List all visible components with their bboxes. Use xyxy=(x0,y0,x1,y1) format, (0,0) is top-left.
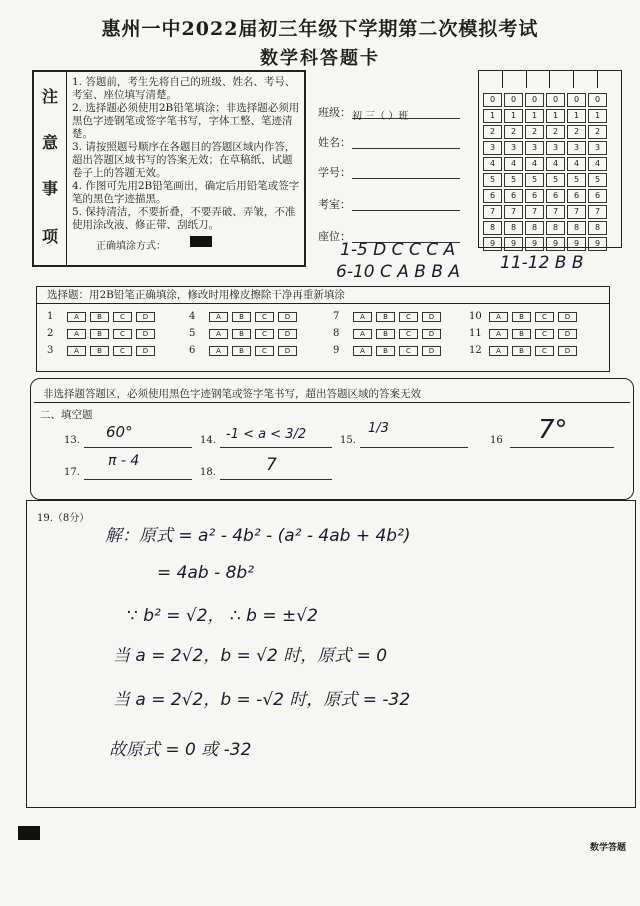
digit-bubble[interactable]: 5 xyxy=(504,173,523,187)
q13-line[interactable] xyxy=(84,447,192,448)
option-bubble[interactable]: B xyxy=(232,312,251,322)
digit-column xyxy=(504,93,523,251)
q15-line[interactable] xyxy=(360,447,468,448)
option-bubble[interactable]: C xyxy=(113,312,132,322)
notice-line-5: 5. 保持清洁，不要折叠，不要弄破、弄皱，不准使用涂改液、修正带、刮纸刀。 xyxy=(72,206,296,231)
digit-bubble[interactable]: 1 xyxy=(525,109,544,123)
option-bubble[interactable]: D xyxy=(422,312,441,322)
choice-question xyxy=(189,345,301,356)
question-number: 7 xyxy=(333,311,340,322)
digit-bubble[interactable]: 1 xyxy=(588,109,607,123)
digit-bubble[interactable]: 2 xyxy=(546,125,565,139)
notice-char-2: 意 xyxy=(42,133,59,152)
option-bubble[interactable]: C xyxy=(255,312,274,322)
choice-question xyxy=(469,311,581,322)
option-bubble[interactable]: C xyxy=(535,346,554,356)
question-number: 4 xyxy=(189,311,196,322)
digit-bubble[interactable]: 8 xyxy=(567,221,586,235)
option-bubble[interactable]: C xyxy=(255,329,274,339)
digit-column xyxy=(546,93,565,251)
digit-bubble[interactable]: 1 xyxy=(483,109,502,123)
notice-line-3: 3. 请按照题号顺序在各题目的答题区域内作答，超出答题区域书写的答案无效；在草稿纸、试题卷子上的答题无效。 xyxy=(72,141,296,179)
digit-bubble[interactable]: 9 xyxy=(588,237,607,251)
question-number: 8 xyxy=(333,328,340,339)
choice-question xyxy=(333,311,445,322)
digit-bubble[interactable]: 8 xyxy=(588,221,607,235)
digit-bubble[interactable]: 1 xyxy=(567,109,586,123)
q19-answer-box[interactable] xyxy=(26,500,636,808)
question-number: 5 xyxy=(189,328,196,339)
digit-bubble[interactable]: 6 xyxy=(546,189,565,203)
option-bubble[interactable]: A xyxy=(209,346,228,356)
option-bubble[interactable]: A xyxy=(489,346,508,356)
option-bubble[interactable]: C xyxy=(113,329,132,339)
student-id-field[interactable] xyxy=(352,164,460,179)
option-bubble[interactable]: C xyxy=(399,329,418,339)
fill-example-swatch xyxy=(190,236,212,247)
digit-bubble[interactable]: 7 xyxy=(504,205,523,219)
digit-bubble[interactable]: 5 xyxy=(525,173,544,187)
digit-bubble[interactable]: 1 xyxy=(546,109,565,123)
notice-line-4: 4. 作图可先用2B铅笔画出，确定后用铅笔或签字笔的黑色字迹描黑。 xyxy=(72,180,300,205)
q16-number: 16 xyxy=(490,435,503,446)
digit-bubble[interactable]: 1 xyxy=(504,109,523,123)
student-id-label: 学号： xyxy=(318,166,351,179)
q16-answer: 7° xyxy=(538,415,568,445)
digit-bubble[interactable]: 2 xyxy=(504,125,523,139)
option-bubble[interactable]: B xyxy=(512,329,531,339)
q18-line[interactable] xyxy=(220,479,332,480)
digit-bubble[interactable]: 9 xyxy=(483,237,502,251)
option-bubble[interactable]: D xyxy=(422,346,441,356)
option-bubble[interactable]: C xyxy=(399,312,418,322)
digit-bubble[interactable]: 3 xyxy=(546,141,565,155)
option-bubble[interactable]: B xyxy=(376,329,395,339)
digit-bubble[interactable]: 8 xyxy=(504,221,523,235)
digit-bubble[interactable]: 7 xyxy=(546,205,565,219)
number-cell[interactable] xyxy=(574,71,598,88)
question-number: 2 xyxy=(47,328,54,339)
digit-bubble[interactable]: 5 xyxy=(546,173,565,187)
digit-bubble[interactable]: 7 xyxy=(567,205,586,219)
digit-bubble[interactable]: 0 xyxy=(504,93,523,107)
digit-bubble[interactable]: 3 xyxy=(483,141,502,155)
class-label: 班级： xyxy=(318,106,351,119)
question-number: 12 xyxy=(469,345,482,356)
choice-question xyxy=(333,345,445,356)
option-bubble[interactable]: D xyxy=(278,329,297,339)
choice-question xyxy=(47,328,159,339)
class-value: 初 三（ ）班 xyxy=(352,111,409,122)
digit-bubble[interactable]: 6 xyxy=(504,189,523,203)
q18-number: 18. xyxy=(200,467,216,478)
class-field[interactable] xyxy=(352,104,460,122)
option-bubble[interactable]: D xyxy=(558,329,577,339)
notice-box xyxy=(32,70,306,267)
digit-column xyxy=(567,93,586,251)
exam-room-label: 考室： xyxy=(318,198,351,211)
page-footer-label: 数学答题 xyxy=(590,843,627,853)
digit-bubble[interactable]: 9 xyxy=(525,237,544,251)
digit-bubble[interactable]: 6 xyxy=(483,189,502,203)
question-number: 1 xyxy=(47,311,54,322)
notice-char-3: 事 xyxy=(42,179,59,198)
option-bubble[interactable]: B xyxy=(232,329,251,339)
name-label: 姓名： xyxy=(318,136,351,149)
digit-bubble[interactable]: 0 xyxy=(483,93,502,107)
digit-bubble[interactable]: 8 xyxy=(546,221,565,235)
question-number: 3 xyxy=(47,345,54,356)
digit-bubble[interactable]: 4 xyxy=(504,157,523,171)
digit-column xyxy=(588,93,607,251)
q19-line-5: 当 a = 2√2，b = -√2 时，原式 = -32 xyxy=(113,690,411,710)
option-bubble[interactable]: B xyxy=(512,312,531,322)
digit-bubble[interactable]: 5 xyxy=(588,173,607,187)
digit-bubble[interactable]: 5 xyxy=(483,173,502,187)
q17-line[interactable] xyxy=(84,479,192,480)
digit-bubble[interactable]: 2 xyxy=(588,125,607,139)
exam-subtitle: 数学科答题卡 xyxy=(260,48,380,69)
digit-bubble[interactable]: 6 xyxy=(567,189,586,203)
number-cell[interactable] xyxy=(479,71,503,88)
digit-bubble[interactable]: 9 xyxy=(504,237,523,251)
exam-title: 惠州一中2022届初三年级下学期第二次模拟考试 xyxy=(101,18,539,40)
number-write-row xyxy=(479,71,621,88)
choice-question xyxy=(469,328,581,339)
choice-question xyxy=(189,328,301,339)
handwritten-choices-1-5: 1-5 D C C C A xyxy=(340,240,456,260)
option-bubble[interactable]: C xyxy=(399,346,418,356)
option-bubble[interactable]: A xyxy=(209,329,228,339)
digit-bubble[interactable]: 4 xyxy=(567,157,586,171)
alignment-mark xyxy=(18,826,40,840)
digit-bubble[interactable]: 4 xyxy=(546,157,565,171)
option-bubble[interactable]: D xyxy=(136,346,155,356)
choice-question xyxy=(47,311,159,322)
option-bubble[interactable]: D xyxy=(278,312,297,322)
option-bubble[interactable]: A xyxy=(67,312,86,322)
q15-answer: 1/3 xyxy=(368,421,389,436)
digit-bubble[interactable]: 0 xyxy=(567,93,586,107)
option-bubble[interactable]: B xyxy=(90,312,109,322)
option-bubble[interactable]: D xyxy=(422,329,441,339)
q17-number: 17. xyxy=(64,467,80,478)
option-bubble[interactable]: B xyxy=(90,346,109,356)
q13-answer: 60° xyxy=(106,423,133,441)
handwritten-choices-6-10: 6-10 C A B B A xyxy=(336,262,461,282)
digit-column xyxy=(483,93,502,251)
choice-question xyxy=(469,345,581,356)
choice-question xyxy=(47,345,159,356)
digit-bubble[interactable]: 2 xyxy=(483,125,502,139)
option-bubble[interactable]: D xyxy=(278,346,297,356)
digit-bubble[interactable]: 3 xyxy=(588,141,607,155)
question-number: 11 xyxy=(469,328,482,339)
digit-bubble[interactable]: 3 xyxy=(567,141,586,155)
option-bubble[interactable]: B xyxy=(376,346,395,356)
choice-question xyxy=(333,328,445,339)
number-cell[interactable] xyxy=(550,71,574,88)
seat-label: 座位： xyxy=(318,230,351,243)
option-bubble[interactable]: A xyxy=(353,312,372,322)
nonchoice-header: 非选择题答题区，必须使用黑色字迹钢笔或签字笔书写，超出答题区域的答案无效 xyxy=(43,388,421,400)
option-bubble[interactable]: A xyxy=(489,312,508,322)
notice-char-1: 注 xyxy=(42,87,59,106)
option-bubble[interactable]: D xyxy=(136,312,155,322)
digit-bubble[interactable]: 6 xyxy=(525,189,544,203)
q19-line-1: 解：原式 = a² - 4b² - (a² - 4ab + 4b²) xyxy=(105,526,411,546)
option-bubble[interactable]: B xyxy=(90,329,109,339)
notice-line-2: 2. 选择题必须使用2B铅笔填涂；非选择题必须用黑色字迹钢笔或签字笔书写，字体工整、笔迹清楚。 xyxy=(72,102,300,140)
digit-bubble[interactable]: 0 xyxy=(525,93,544,107)
q19-line-3: ∵ b² = √2， ∴ b = ±√2 xyxy=(127,606,318,626)
digit-bubble[interactable]: 7 xyxy=(483,205,502,219)
notice-char-4: 项 xyxy=(42,227,59,246)
handwritten-choices-11-12: 11-12 B B xyxy=(500,253,584,273)
digit-bubble[interactable]: 8 xyxy=(483,221,502,235)
option-bubble[interactable]: D xyxy=(136,329,155,339)
q18-answer: 7 xyxy=(266,455,277,475)
digit-bubble[interactable]: 4 xyxy=(525,157,544,171)
question-number: 6 xyxy=(189,345,196,356)
digit-bubble[interactable]: 7 xyxy=(525,205,544,219)
q19-line-2: = 4ab - 8b² xyxy=(157,563,255,583)
digit-column xyxy=(525,93,544,251)
option-bubble[interactable]: D xyxy=(558,312,577,322)
option-bubble[interactable]: C xyxy=(255,346,274,356)
option-bubble[interactable]: A xyxy=(353,329,372,339)
choice-section xyxy=(36,286,610,372)
option-bubble[interactable]: B xyxy=(232,346,251,356)
digit-bubble-columns xyxy=(483,93,607,251)
digit-bubble[interactable]: 4 xyxy=(588,157,607,171)
student-number-grid xyxy=(478,70,622,248)
digit-bubble[interactable]: 6 xyxy=(588,189,607,203)
option-bubble[interactable]: C xyxy=(113,346,132,356)
option-bubble[interactable]: B xyxy=(376,312,395,322)
q13-number: 13. xyxy=(64,435,80,446)
option-bubble[interactable]: A xyxy=(353,346,372,356)
digit-bubble[interactable]: 4 xyxy=(483,157,502,171)
notice-side-label xyxy=(34,72,67,265)
fill-blank-title: 二、填空题 xyxy=(40,409,93,421)
option-bubble[interactable]: B xyxy=(512,346,531,356)
number-cell[interactable] xyxy=(527,71,551,88)
option-bubble[interactable]: D xyxy=(558,346,577,356)
q14-number: 14. xyxy=(200,435,216,446)
number-cell[interactable] xyxy=(503,71,527,88)
q14-line[interactable] xyxy=(220,447,332,448)
digit-bubble[interactable]: 2 xyxy=(525,125,544,139)
number-cell[interactable] xyxy=(598,71,621,88)
choice-header: 选择题：用2B铅笔正确填涂，修改时用橡皮擦除干净再重新填涂 xyxy=(37,287,609,304)
q14-answer: -1 < a < 3/2 xyxy=(226,427,307,442)
digit-bubble[interactable]: 3 xyxy=(504,141,523,155)
fill-blank-section xyxy=(34,402,630,493)
option-bubble[interactable]: C xyxy=(535,312,554,322)
digit-bubble[interactable]: 0 xyxy=(546,93,565,107)
choice-question xyxy=(189,311,301,322)
q16-line[interactable] xyxy=(510,447,614,448)
fill-method-label: 正确填涂方式： xyxy=(96,241,166,252)
q19-line-6: 故原式 = 0 或 -32 xyxy=(109,740,252,760)
q19-label: 19.（8分） xyxy=(37,513,90,524)
digit-bubble[interactable]: 8 xyxy=(525,221,544,235)
notice-line-1: 1. 答题前，考生先将自己的班级、姓名、考号、考室、座位填写清楚。 xyxy=(72,76,296,101)
digit-bubble[interactable]: 0 xyxy=(588,93,607,107)
q17-answer: π - 4 xyxy=(108,453,140,469)
digit-bubble[interactable]: 9 xyxy=(546,237,565,251)
question-number: 9 xyxy=(333,345,340,356)
q19-line-4: 当 a = 2√2，b = √2 时，原式 = 0 xyxy=(113,646,388,666)
exam-room-field[interactable] xyxy=(352,196,460,211)
option-bubble[interactable]: C xyxy=(535,329,554,339)
digit-bubble[interactable]: 7 xyxy=(588,205,607,219)
digit-bubble[interactable]: 2 xyxy=(567,125,586,139)
digit-bubble[interactable]: 9 xyxy=(567,237,586,251)
question-number: 10 xyxy=(469,311,482,322)
option-bubble[interactable]: A xyxy=(209,312,228,322)
option-bubble[interactable]: A xyxy=(67,346,86,356)
option-bubble[interactable]: A xyxy=(489,329,508,339)
digit-bubble[interactable]: 3 xyxy=(525,141,544,155)
digit-bubble[interactable]: 5 xyxy=(567,173,586,187)
q15-number: 15. xyxy=(340,435,356,446)
notice-text xyxy=(72,76,300,232)
name-field[interactable] xyxy=(352,134,460,149)
option-bubble[interactable]: A xyxy=(67,329,86,339)
